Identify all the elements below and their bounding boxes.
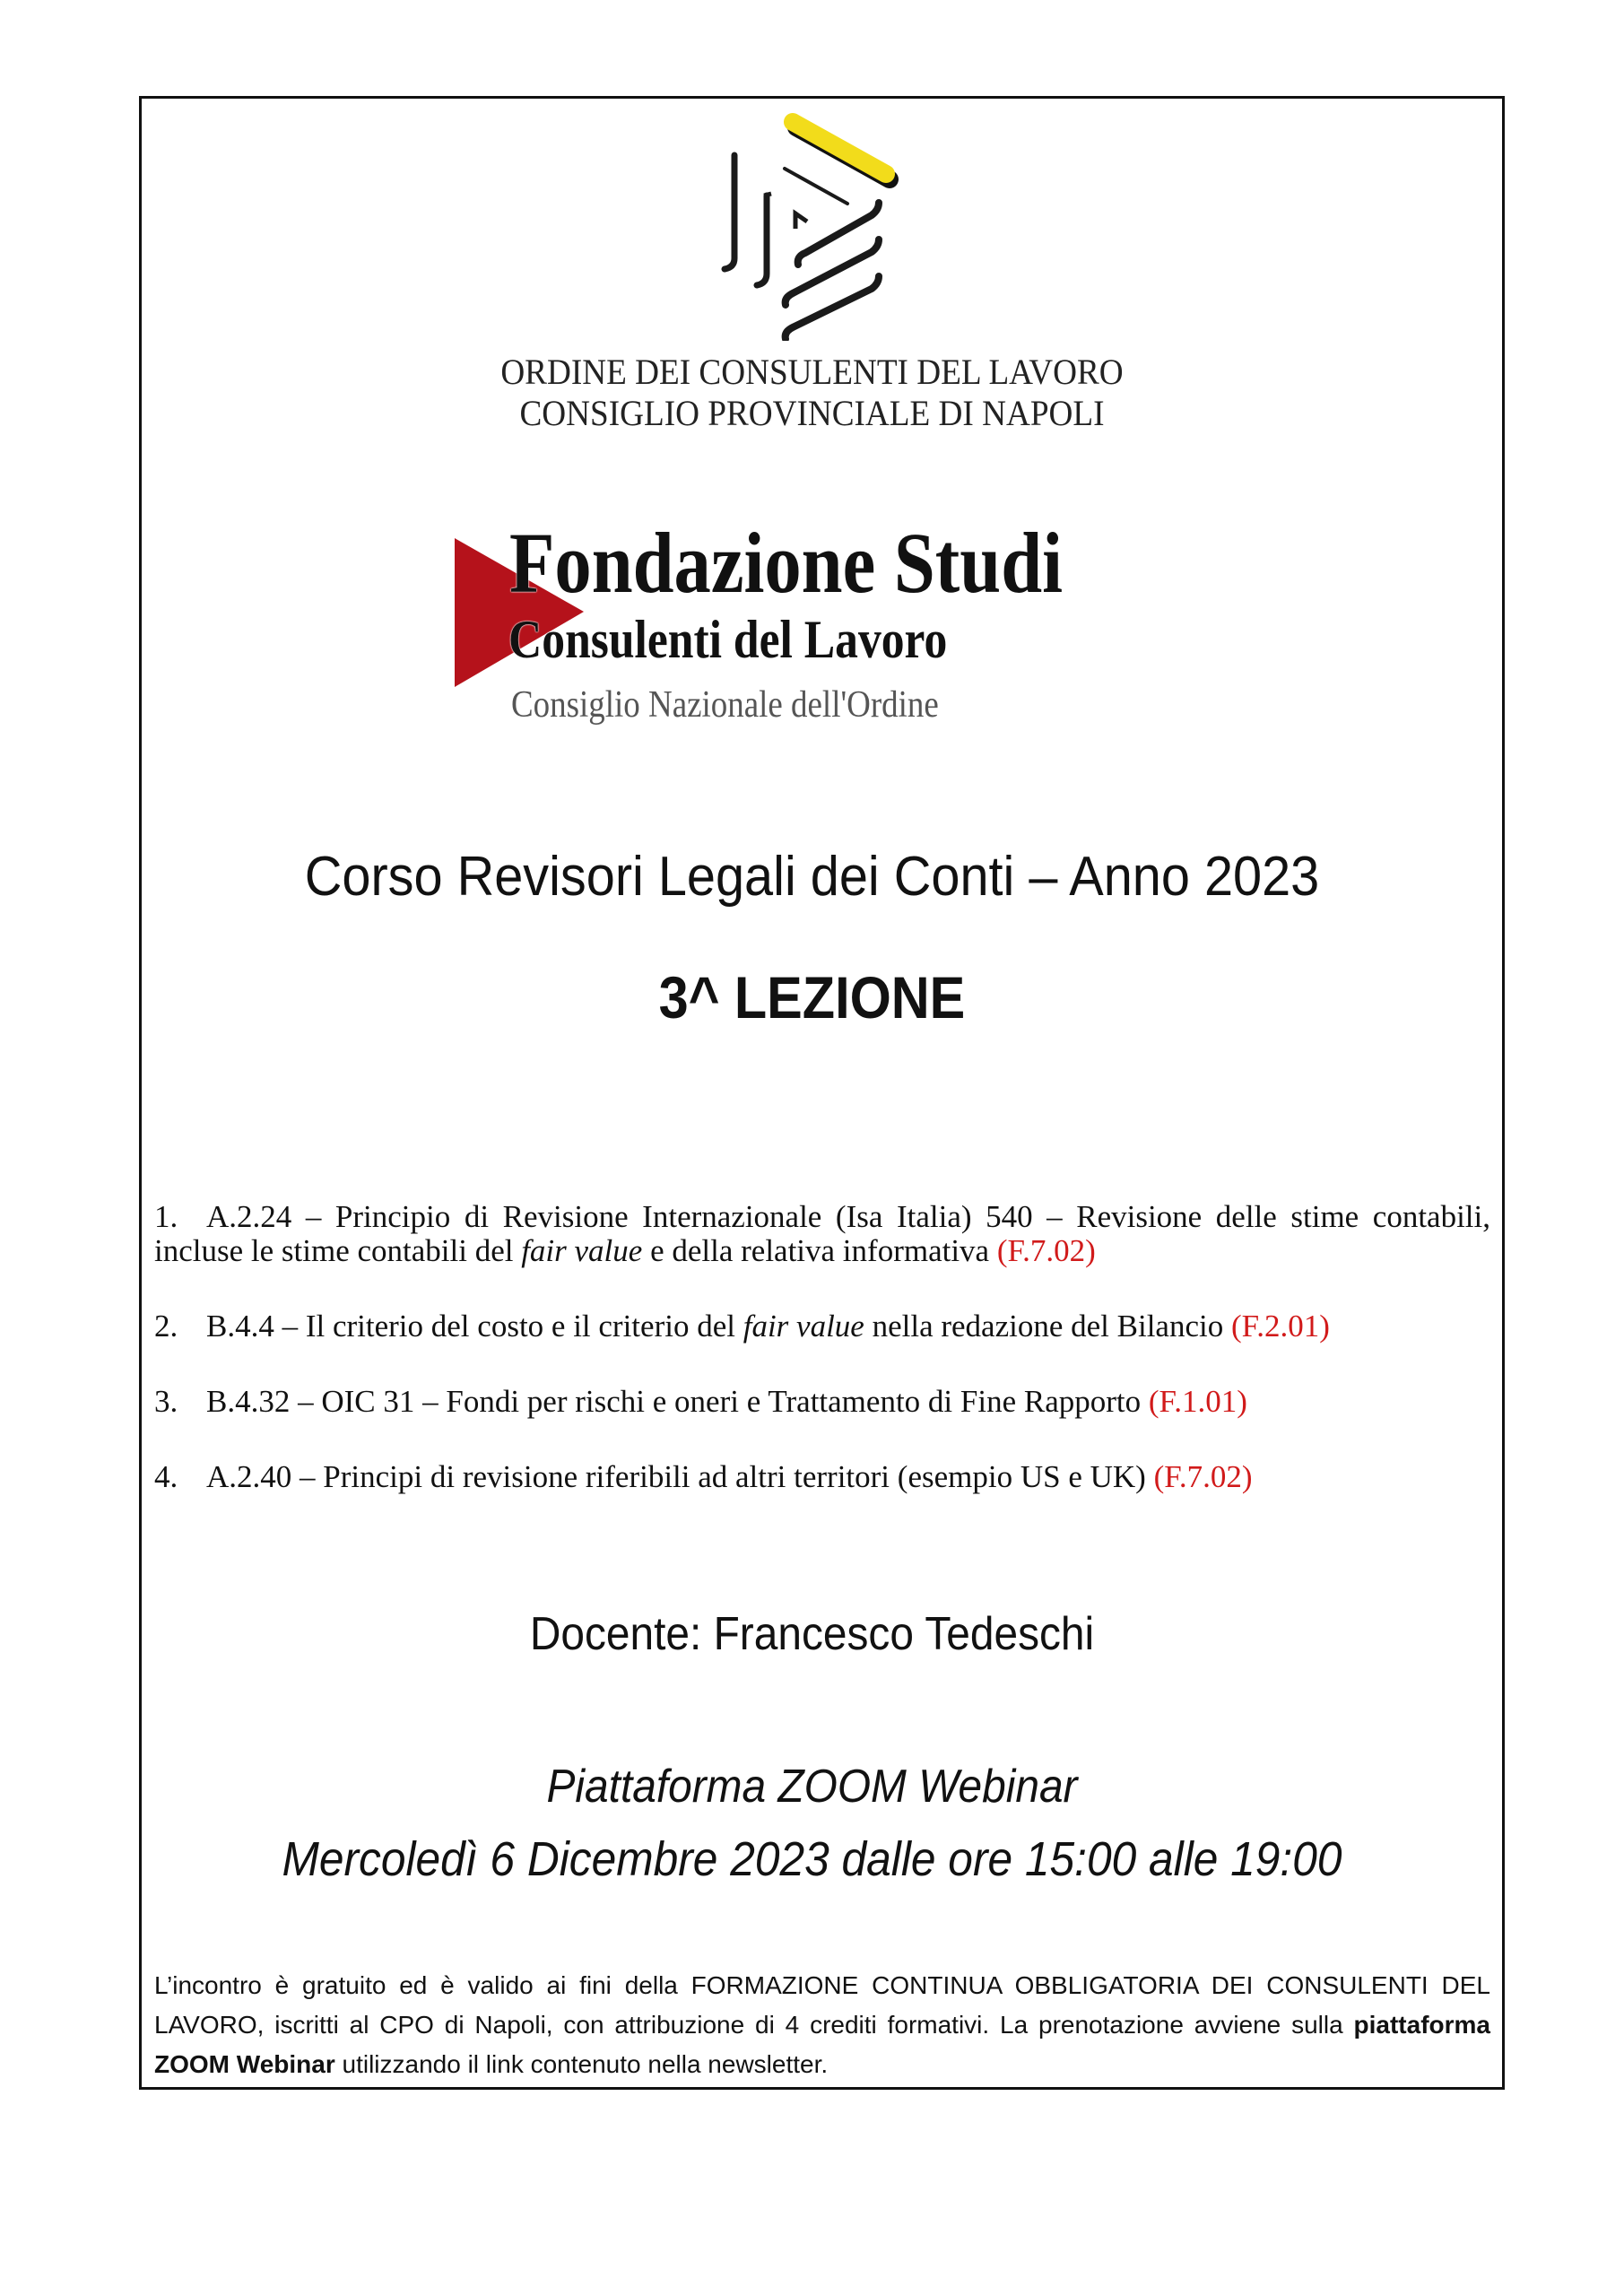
teacher: Docente: Francesco Tedeschi xyxy=(529,1608,1095,1660)
footer-text: L’incontro è gratuito ed è valido ai fini della FORMAZIONE CONTINUA OBBLIGATORIA DEI CONSULENTI DEL LAVORO, iscritti al CPO di Napoli, con attribuzione di 4 crediti formativi. La prenotazione avviene sulla xyxy=(154,1971,1490,2039)
fondazione-title: Fondazione Studi xyxy=(509,515,1064,611)
footer-bold: piattaforma ZOOM Webinar xyxy=(154,2011,1490,2078)
topic-number: 1. xyxy=(154,1199,178,1234)
ordine-line-1: ORDINE DEI CONSULENTI DEL LAVORO xyxy=(500,352,1124,392)
topic-text: B.4.4 – Il criterio del costo e il criterio del xyxy=(206,1309,743,1344)
fondazione-subtitle: Consulenti del Lavoro xyxy=(508,610,948,669)
topic-italic: fair value xyxy=(743,1309,864,1344)
topic-ref: (F.1.01) xyxy=(1148,1384,1247,1419)
fondazione-council: Consiglio Nazionale dell'Ordine xyxy=(511,684,939,726)
topic-ref: (F.7.02) xyxy=(996,1233,1096,1268)
topic-text: A.2.40 – Principi di revisione riferibili ad altri territori (esempio US e UK) xyxy=(206,1459,1154,1494)
topic-italic: fair value xyxy=(521,1233,643,1268)
topic-number: 2. xyxy=(154,1309,178,1344)
topic-item xyxy=(154,1309,1490,1344)
topics-list xyxy=(154,1200,1490,1535)
topic-item xyxy=(154,1385,1490,1419)
topic-item xyxy=(154,1460,1490,1494)
footer-text-after: utilizzando il link contenuto nella newsletter. xyxy=(334,2050,829,2078)
lesson-title: 3^ LEZIONE xyxy=(658,964,966,1031)
event-datetime: Mercoledì 6 Dicembre 2023 dalle ore 15:00 alle 19:00 xyxy=(282,1832,1342,1886)
topic-item xyxy=(154,1200,1490,1268)
topic-number: 4. xyxy=(154,1459,178,1494)
topic-text: B.4.32 – OIC 31 – Fondi per rischi e oneri e Trattamento di Fine Rapporto xyxy=(206,1384,1149,1419)
topic-ref: (F.2.01) xyxy=(1230,1309,1330,1344)
course-title: Corso Revisori Legali dei Conti – Anno 2023 xyxy=(304,846,1320,908)
topic-number: 3. xyxy=(154,1384,178,1419)
topic-text-after: nella redazione del Bilancio xyxy=(864,1309,1231,1344)
footer-note xyxy=(154,1966,1490,2084)
topic-text-after: e della relativa informativa xyxy=(642,1233,997,1268)
topic-text: A.2.24 – Principio di Revisione Internazionale (Isa Italia) 540 – Revisione delle stime contabili, incluse le stime contabili del xyxy=(154,1199,1490,1268)
ordine-line-2: CONSIGLIO PROVINCIALE DI NAPOLI xyxy=(519,393,1105,433)
ordine-logo-icon xyxy=(690,108,942,341)
event-platform: Piattaforma ZOOM Webinar xyxy=(546,1761,1078,1813)
topic-ref: (F.7.02) xyxy=(1153,1459,1253,1494)
